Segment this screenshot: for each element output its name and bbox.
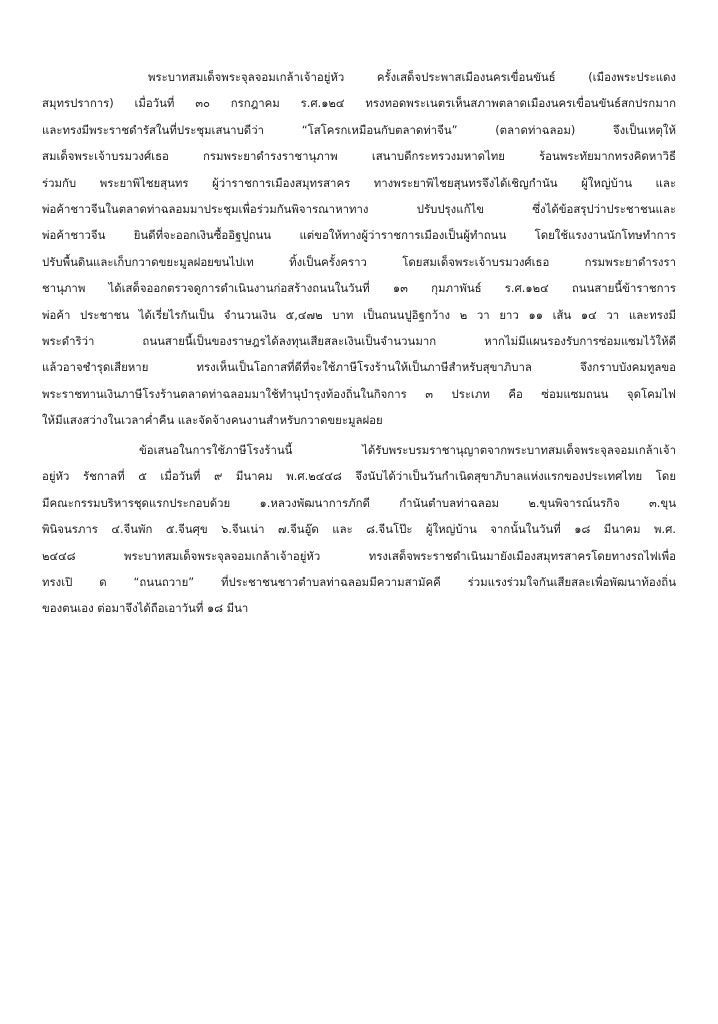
- paragraph-line: พ่อค้าชาวจีนในตลาดท่าฉลอมมาประชุมเพื่อร่วมกันพิจารณาหาทาง ปรับปรุงแก้ไข ซึ่งได้ข้อสรุปว่าประชาชนและ: [42, 201, 676, 216]
- paragraph-line: ข้อเสนอในการใช้ภาษีโรงร้านนี้ ได้รับพระบรมราชานุญาตจากพระบาทสมเด็จพระจุลจอมเกล้าเจ้า: [139, 443, 676, 457]
- paragraph-line: พ่อค้าชาวจีน ยินดีที่จะออกเงินซื้ออิฐปูถนน แต่ขอให้ทางผู้ว่าราชการเมืองเป็นผู้ทำถนน โดยใช้แรงงานนักโทษทำการ: [42, 228, 676, 243]
- paragraph-line: ทรงเปิ ด “ถนนถวาย” ที่ประชาชนชาวตำบลท่าฉลอมมีความสามัคคี ร่วมแรงร่วมใจกันเสียสละเพื่อพัฒนาท้องถิ่น: [42, 574, 676, 589]
- paragraph-line: พระดำริว่า ถนนสายนี้เป็นของราษฎรได้ลงทุนเสียสละเงินเป็นจำนวนมาก หากไม่มีแผนรองรับการซ่อมแซมไว้ให้ดี: [42, 333, 676, 348]
- paragraph-1: [42, 64, 676, 433]
- paragraph-line: อยู่หัว รัชกาลที่ ๕ เมื่อวันที่ ๙ มีนาคม พ.ศ.๒๔๔๘ จึงนับได้ว่าเป็นวันกำเนิดสุขาภิบาลแห่งแรกของประเทศไทย โดย: [42, 469, 676, 484]
- paragraph-line: ๒๔๔๘ พระบาทสมเด็จพระจุลจอมเกล้าเจ้าอยู่หัว ทรงเสด็จพระราชดำเนินมายังเมืองสมุทรสาครโดยทางรถไฟเพื่อ: [42, 548, 676, 563]
- paragraph-line: สมเด็จพระเจ้าบรมวงศ์เธอ กรมพระยาดำรงราชานุภาพ เสนาบดีกระทรวงมหาดไทย ร้อนพระทัยมากทรงคิดหาวิธี: [42, 149, 676, 164]
- paragraph-line: สมุทรปราการ) เมื่อวันที่ ๓๐ กรกฎาคม ร.ศ.๑๒๔ ทรงทอดพระเนตรเห็นสภาพตลาดเมืองนครเขื่อนขันธ์สกปรกมาก: [42, 96, 676, 111]
- paragraph-line: พินิจนรภาร ๔.จีนพัก ๕.จีนศุข ๖.จีนเน่า ๗.จีนอู๊ด และ ๘.จีนโป๊ะ ผู้ใหญ่บ้าน จากนั้นในวันที่ ๑๘ มีนาคม พ.ศ.: [42, 522, 676, 537]
- paragraph-2: [42, 437, 676, 622]
- paragraph-line: ปรับพื้นดินและเก็บกวาดขยะมูลฝอยขนไปเท ทิ้งเป็นครั้งคราว โดยสมเด็จพระเจ้าบรมวงศ์เธอ กรมพระยาดำรงรา: [42, 254, 676, 269]
- paragraph-line: ของตนเอง ต่อมาจึงได้ถือเอาวันที่ ๑๘ มีนา: [42, 601, 249, 616]
- paragraph-line: แล้วอาจชำรุดเสียหาย ทรงเห็นเป็นโอกาสที่ดีที่จะใช้ภาษีโรงร้านให้เป็นภาษีสำหรับสุขาภิบาล จึงกราบบังคมทูลขอ: [42, 360, 676, 375]
- paragraph-line: มีคณะกรรมบริหารชุดแรกประกอบด้วย ๑.หลวงพัฒนาการภักดี กำนันตำบลท่าฉลอม ๒.ขุนพิจารณ์นรกิจ ๓.ขุน: [42, 495, 676, 510]
- paragraph-line: พ่อค้า ประชาชน ได้เรี่ยไรกันเป็น จำนวนเงิน ๕,๔๗๒ บาท เป็นถนนปูอิฐกว้าง ๒ วา ยาว ๑๑ เส้น ๑๔ วา และทรงมี: [42, 307, 676, 322]
- paragraph-line: พระบาทสมเด็จพระจุลจอมเกล้าเจ้าอยู่หัว ครั้งเสด็จประพาสเมืองนครเขื่อนขันธ์ (เมืองพระประแดง: [148, 70, 676, 84]
- paragraph-line: พระราชทานเงินภาษีโรงร้านตลาดท่าฉลอมมาใช้ทำนุบำรุงท้องถิ่นในกิจการ ๓ ประเภท คือ ซ่อมแซมถนน จุดโคมไฟ: [42, 386, 676, 401]
- paragraph-line: ชานุภาพ ได้เสด็จออกตรวจดูการดำเนินงานก่อสร้างถนนในวันที่ ๑๓ กุมภาพันธ์ ร.ศ.๑๒๔ ถนนสายนี้ข้าราชการ: [42, 281, 676, 296]
- paragraph-line: ร่วมกับ พระยาพิไชยสุนทร ผู้ว่าราชการเมืองสมุทรสาคร ทางพระยาพิไชยสุนทรจึงได้เชิญกำนัน ผู้ใหญ่บ้าน และ: [42, 175, 676, 190]
- paragraph-line: และทรงมีพระราชดำรัสในที่ประชุมเสนาบดีว่า “โสโครกเหมือนกับตลาดท่าจีน” (ตลาดท่าฉลอม) จึงเป็นเหตุให้: [42, 122, 676, 137]
- paragraph-line: ให้มีแสงสว่างในเวลาค่ำคืน และจัดจ้างคนงานสำหรับกวาดขยะมูลฝอย: [42, 413, 383, 428]
